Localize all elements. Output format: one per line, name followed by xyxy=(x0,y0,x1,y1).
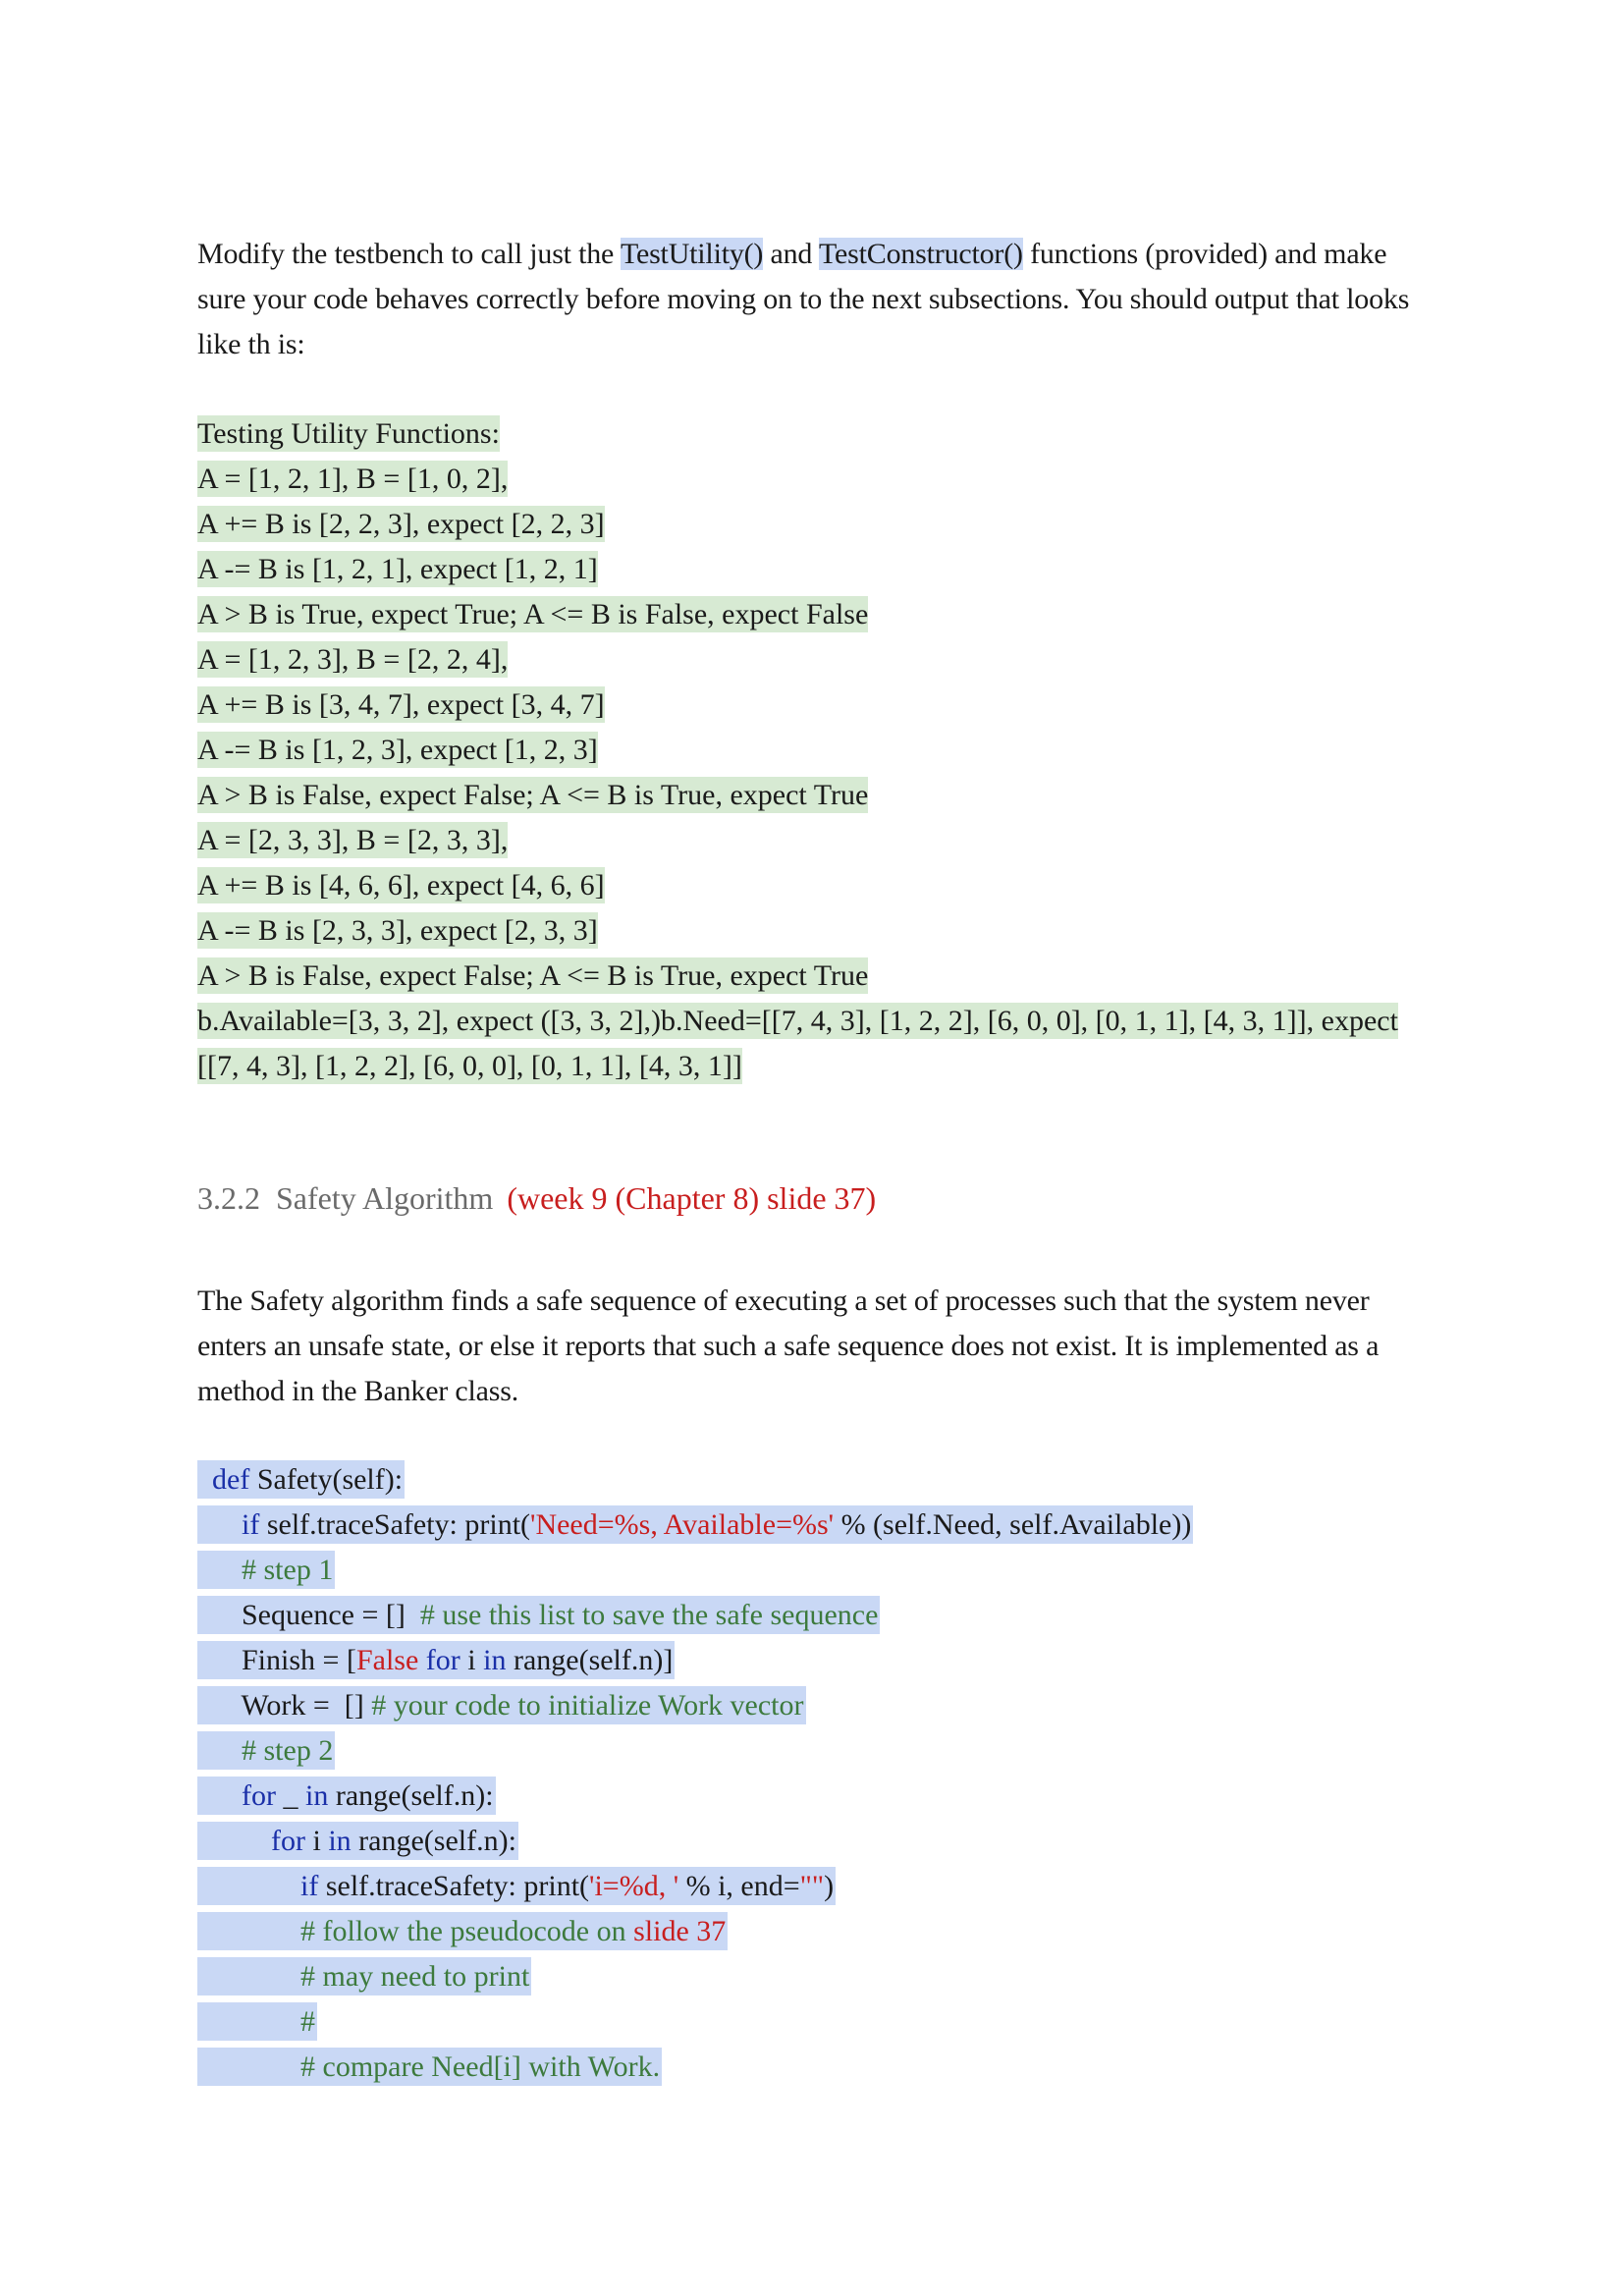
code-string: "" xyxy=(799,1870,825,1902)
code-line xyxy=(197,1548,1474,1593)
code-text: i xyxy=(460,1644,484,1676)
code-slide-reference: slide 37 xyxy=(633,1915,727,1947)
code-text: range(self.n): xyxy=(351,1825,516,1857)
code-line xyxy=(197,1728,1474,1774)
code-text: i xyxy=(304,1825,329,1857)
code-string: 'Need=%s, Available=%s' xyxy=(530,1508,835,1541)
code-line xyxy=(197,1503,1474,1548)
output-line xyxy=(197,411,1435,457)
output-text: b.Available=[3, 3, 2], expect ([3, 3, 2],)b.Need=[[7, 4, 3], [1, 2, 2], [6, 0, 0], [0, 1, 1], [4, 3, 1]], expect [[7, 4, 3], [1, 2, 2], [6, 0, 0], [0, 1, 1], [4, 3, 1]] xyxy=(197,1005,1398,1082)
output-line xyxy=(197,728,1435,773)
output-text: A += B is [3, 4, 7], expect [3, 4, 7] xyxy=(197,688,605,721)
output-text: A > B is False, expect False; A <= B is True, expect True xyxy=(197,959,869,992)
section-heading xyxy=(197,1175,876,1221)
code-keyword: for xyxy=(418,1644,460,1676)
test-constructor-function: TestConstructor() xyxy=(819,238,1023,270)
code-text: Work = [] xyxy=(241,1689,372,1722)
intro-text-and: and xyxy=(763,238,819,270)
code-text: self.traceSafety: print( xyxy=(259,1508,531,1541)
code-line xyxy=(197,1954,1474,1999)
test-utility-function: TestUtility() xyxy=(620,238,764,270)
code-block xyxy=(197,1457,1474,2090)
output-line xyxy=(197,954,1435,999)
code-line xyxy=(197,1999,1474,2045)
code-keyword: if xyxy=(300,1870,319,1902)
output-line-wrapped xyxy=(197,999,1435,1089)
code-text: Safety(self): xyxy=(249,1463,404,1496)
code-comment: # compare Need[i] with Work. xyxy=(300,2050,661,2083)
code-comment: # step 2 xyxy=(242,1734,334,1767)
code-line xyxy=(197,1457,1474,1503)
intro-paragraph xyxy=(197,232,1435,367)
output-line xyxy=(197,908,1435,954)
code-text: _ xyxy=(275,1779,305,1812)
output-text: A -= B is [2, 3, 3], expect [2, 3, 3] xyxy=(197,914,598,947)
code-text: range(self.n)] xyxy=(506,1644,674,1676)
output-line xyxy=(197,592,1435,637)
code-text: % (self.Need, self.Available)) xyxy=(834,1508,1192,1541)
code-line xyxy=(197,1909,1474,1954)
output-line xyxy=(197,863,1435,908)
code-text: ) xyxy=(824,1870,835,1902)
output-text: Testing Utility Functions: xyxy=(197,417,500,450)
output-line xyxy=(197,818,1435,863)
code-comment: # xyxy=(300,2005,315,2038)
code-comment: # follow the pseudocode on xyxy=(300,1915,634,1947)
code-string: 'i=%d, ' xyxy=(589,1870,679,1902)
description-paragraph: The Safety algorithm finds a safe sequence of executing a set of processes such that the system never enters an unsafe state, or else it reports that such a safe sequence does not exist. It is implemented as a method in the Banker class. xyxy=(197,1285,1380,1407)
output-line xyxy=(197,637,1435,683)
section-title: Safety Algorithm xyxy=(276,1180,494,1216)
output-text: A = [1, 2, 1], B = [1, 0, 2], xyxy=(197,463,509,495)
code-line xyxy=(197,1774,1474,1819)
code-line xyxy=(197,1593,1474,1638)
output-text: A += B is [2, 2, 3], expect [2, 2, 3] xyxy=(197,508,605,540)
code-constant: False xyxy=(355,1644,419,1676)
output-text: A -= B is [1, 2, 1], expect [1, 2, 1] xyxy=(197,553,598,585)
code-keyword: in xyxy=(483,1644,507,1676)
output-line xyxy=(197,547,1435,592)
section-reference: (week 9 (Chapter 8) slide 37) xyxy=(507,1180,877,1216)
code-comment: # use this list to save the safe sequence xyxy=(419,1599,879,1631)
output-line xyxy=(197,683,1435,728)
code-line xyxy=(197,2045,1474,2090)
code-keyword: if xyxy=(242,1508,260,1541)
output-text: A = [2, 3, 3], B = [2, 3, 3], xyxy=(197,824,509,856)
output-text: A > B is True, expect True; A <= B is False, expect False xyxy=(197,598,869,630)
code-comment: # may need to print xyxy=(300,1960,530,1993)
code-text: Finish = [ xyxy=(242,1644,356,1676)
code-text: range(self.n): xyxy=(328,1779,494,1812)
output-text: A > B is False, expect False; A <= B is True, expect True xyxy=(197,779,869,811)
expected-output-block xyxy=(197,411,1435,1089)
intro-text: Modify the testbench to call just the xyxy=(197,238,621,270)
code-text: Sequence = [] xyxy=(242,1599,420,1631)
output-text: A += B is [4, 6, 6], expect [4, 6, 6] xyxy=(197,869,605,902)
code-keyword: in xyxy=(328,1825,352,1857)
code-comment: # your code to initialize Work vector xyxy=(371,1689,804,1722)
output-line xyxy=(197,457,1435,502)
output-line xyxy=(197,773,1435,818)
intro-text-end: functions (provided) and make sure your code behaves correctly before moving on to the next subsections. You should output that looks like th is: xyxy=(197,238,1410,360)
code-keyword: for xyxy=(242,1779,276,1812)
code-text: self.traceSafety: print( xyxy=(318,1870,590,1902)
code-line xyxy=(197,1819,1474,1864)
code-keyword: def xyxy=(212,1463,250,1496)
code-comment: # step 1 xyxy=(242,1554,334,1586)
output-text: A = [1, 2, 3], B = [2, 2, 4], xyxy=(197,643,509,676)
code-line xyxy=(197,1683,1474,1728)
output-text: A -= B is [1, 2, 3], expect [1, 2, 3] xyxy=(197,734,598,766)
section-number: 3.2.2 xyxy=(197,1180,260,1216)
code-line xyxy=(197,1864,1474,1909)
code-text: % i, end= xyxy=(678,1870,800,1902)
code-keyword: for xyxy=(271,1825,305,1857)
code-line xyxy=(197,1638,1474,1683)
output-line xyxy=(197,502,1435,547)
code-keyword: in xyxy=(304,1779,329,1812)
